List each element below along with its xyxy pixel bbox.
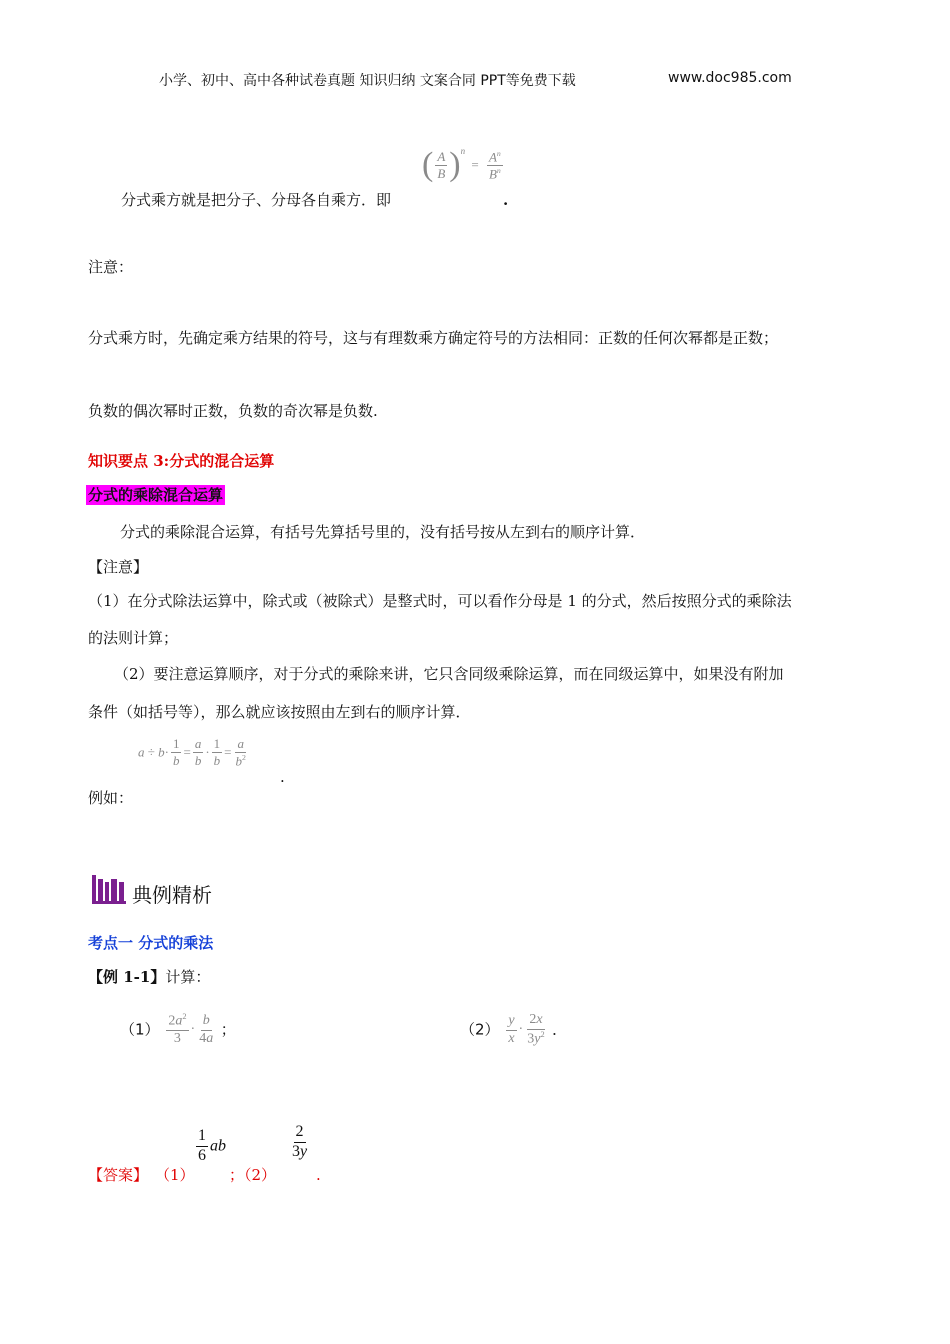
books-icon (92, 874, 126, 904)
ef-b: b (158, 744, 165, 760)
ef-b-sq: b (235, 752, 243, 768)
section3-item1-line2: 的法则计算； (88, 629, 179, 647)
answer-end: . (316, 1166, 321, 1184)
q1-label: （1） (120, 1020, 160, 1039)
ef-b-den3: b (213, 752, 221, 768)
note-line1: 分式乘方时，先确定乘方结果的符号，这与有理数乘方确定符号的方法相同：正数的任何次幂都是正数； (88, 329, 779, 347)
answer-2-formula (288, 1124, 311, 1161)
ef-b-den1: b (172, 752, 180, 768)
section3-highlight: 分式的乘除混合运算 (88, 486, 224, 504)
q2-num2-coef: 2 (529, 1012, 537, 1027)
answer-1-formula (194, 1128, 226, 1165)
q1-den2-coef: 4 (199, 1030, 207, 1046)
examples-heading: 典例精析 (132, 883, 212, 907)
answer-2-den-var: y (300, 1142, 308, 1160)
ef-sq: 2 (242, 752, 246, 762)
q2-den2-exp: 2 (540, 1029, 545, 1039)
q1-num1-coef: 2 (168, 1013, 176, 1029)
q2-end: ． (552, 1020, 568, 1039)
header-text: 小学、初中、高中各种试卷真题 知识归纳 文案合同 PPT等免费下载 (159, 73, 576, 89)
header-url[interactable]: www.doc985.com (668, 70, 792, 86)
note-line2: 负数的偶次幂时正数，负数的奇次幂是负数. (88, 402, 378, 420)
ef-a-num2: a (237, 736, 244, 751)
q1-end: ； (220, 1020, 236, 1039)
ef-one2: 1 (213, 736, 221, 752)
example-1-1-label: 【例 1-1】 (88, 968, 166, 986)
lhs-exponent: n (460, 145, 466, 156)
lhs-numerator: A (437, 148, 446, 164)
section3-item1-line1: （1）在分式除法运算中，除式或（被除式）是整式时，可以看作分母是 1 的分式，然后按照分式的乘除法 (88, 592, 792, 610)
q2-num2-var: x (536, 1012, 543, 1027)
section3-item2-line2: 条件（如括号等），那么就应该按照由左到右的顺序计算． (88, 703, 471, 721)
ef-one1: 1 (172, 736, 180, 752)
ef-eq2: = (224, 744, 232, 760)
ef-b-den2: b (194, 752, 202, 768)
ef-a-num: a (194, 736, 202, 752)
answer-p1: （1） (155, 1166, 195, 1184)
ef-a: a (138, 744, 145, 760)
question-1: （1） $\frac{2a^2}{3}$ · $\frac{b}{4a}$ ； (120, 1012, 236, 1047)
ef-div: ÷ (147, 744, 155, 760)
answer-sep: ；（2） (229, 1166, 277, 1184)
q2-label: （2） (460, 1020, 500, 1039)
power-rule-formula: ( $\frac{A}{B}$ )$^n$ = $\frac{A^n}{B^n}$ (422, 145, 501, 183)
answer-1-num: 1 (196, 1128, 208, 1147)
power-rule-text: 分式乘方就是把分子、分母各自乘方．即 (121, 191, 392, 209)
lhs-denominator: B (437, 165, 446, 181)
q1-num1-var: a (175, 1013, 183, 1029)
section3-para: 分式的乘除混合运算，有括号先算括号里的，没有括号按从左到右的顺序计算． (120, 523, 646, 541)
q1-num2: b (201, 1014, 212, 1031)
ef-dot2: · (205, 744, 210, 760)
question-2: （2） $\frac{y}{x}$ · $\frac{2x}{3y^2}$ ． (460, 1012, 568, 1047)
section3-title: 知识要点 3:分式的混合运算 (88, 452, 275, 470)
answer-2-num: 2 (294, 1124, 306, 1143)
kaodian-title: 考点一 分式的乘法 (88, 934, 214, 952)
q2-num1: y (506, 1014, 516, 1031)
ef-eq1: = (183, 744, 191, 760)
answer-1-vars: ab (210, 1137, 226, 1155)
rhs-denominator: B (488, 165, 497, 181)
q1-den1: 3 (173, 1031, 181, 1047)
example-formula (138, 737, 250, 768)
note-label: 注意： (88, 258, 134, 276)
example-1-1-text: 计算： (165, 968, 211, 986)
answer-label: 【答案】 (88, 1166, 149, 1184)
power-rule-end: . (503, 191, 509, 209)
rhs-den-exponent: n (496, 165, 501, 175)
example-label: 例如： (88, 789, 134, 807)
rhs-numerator: A (488, 148, 497, 164)
q1-den2-var: a (206, 1030, 214, 1046)
equals-sign: = (471, 157, 479, 172)
q2-den2-var: y (534, 1031, 541, 1047)
q2-den2-coef: 3 (527, 1031, 535, 1047)
q1-num1-exp: 2 (182, 1012, 187, 1021)
q2-den1: x (508, 1030, 515, 1046)
section3-note-label: 【注意】 (88, 558, 149, 576)
answer-1-den: 6 (198, 1146, 206, 1164)
answer-2-den-coef: 3 (292, 1142, 300, 1160)
section3-item2-line1: （2）要注意运算顺序，对于分式的乘除来讲，它只含同级乘除运算，而在同级运算中，如果没有附加 (114, 665, 784, 683)
rhs-num-exponent: n (496, 148, 501, 158)
ef-dot1: · (164, 744, 169, 760)
example-formula-end: . (280, 768, 285, 786)
